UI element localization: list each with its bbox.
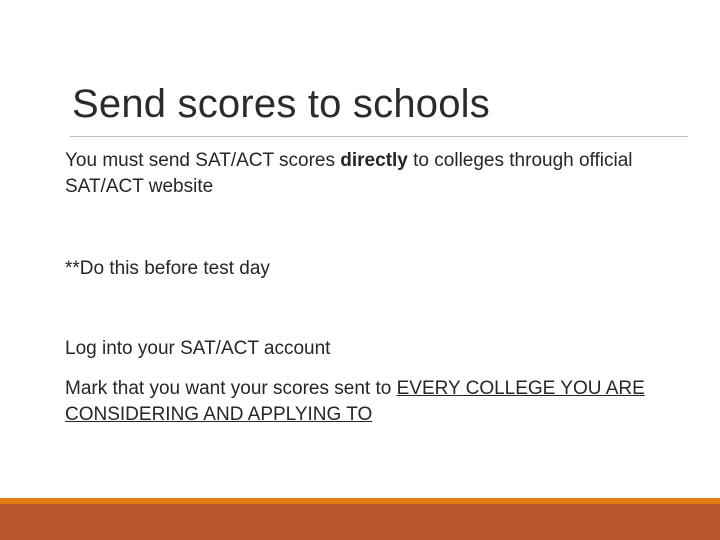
title-divider (70, 136, 688, 137)
bullet-underlined-emphasis: EVERY COLLEGE YOU ARE CONSIDERING AND APPLYING TO (65, 378, 645, 425)
bullet-text: You must send SAT/ACT scores (65, 150, 341, 171)
bullet-before-test-day: **Do this before test day (65, 258, 270, 279)
bullet-emphasis: directly (340, 150, 408, 171)
slide-title: Send scores to schools (72, 82, 490, 126)
bullet-send-directly (65, 148, 675, 200)
bullet-log-in: Log into your SAT/ACT account (65, 338, 331, 359)
bullet-text: Mark that you want your scores sent to (65, 378, 397, 399)
slide-body (65, 148, 675, 425)
bullet-mark-colleges (65, 376, 675, 428)
bullet-text: to colleges through official SAT/ACT website (65, 150, 633, 197)
footer-band (0, 504, 720, 540)
